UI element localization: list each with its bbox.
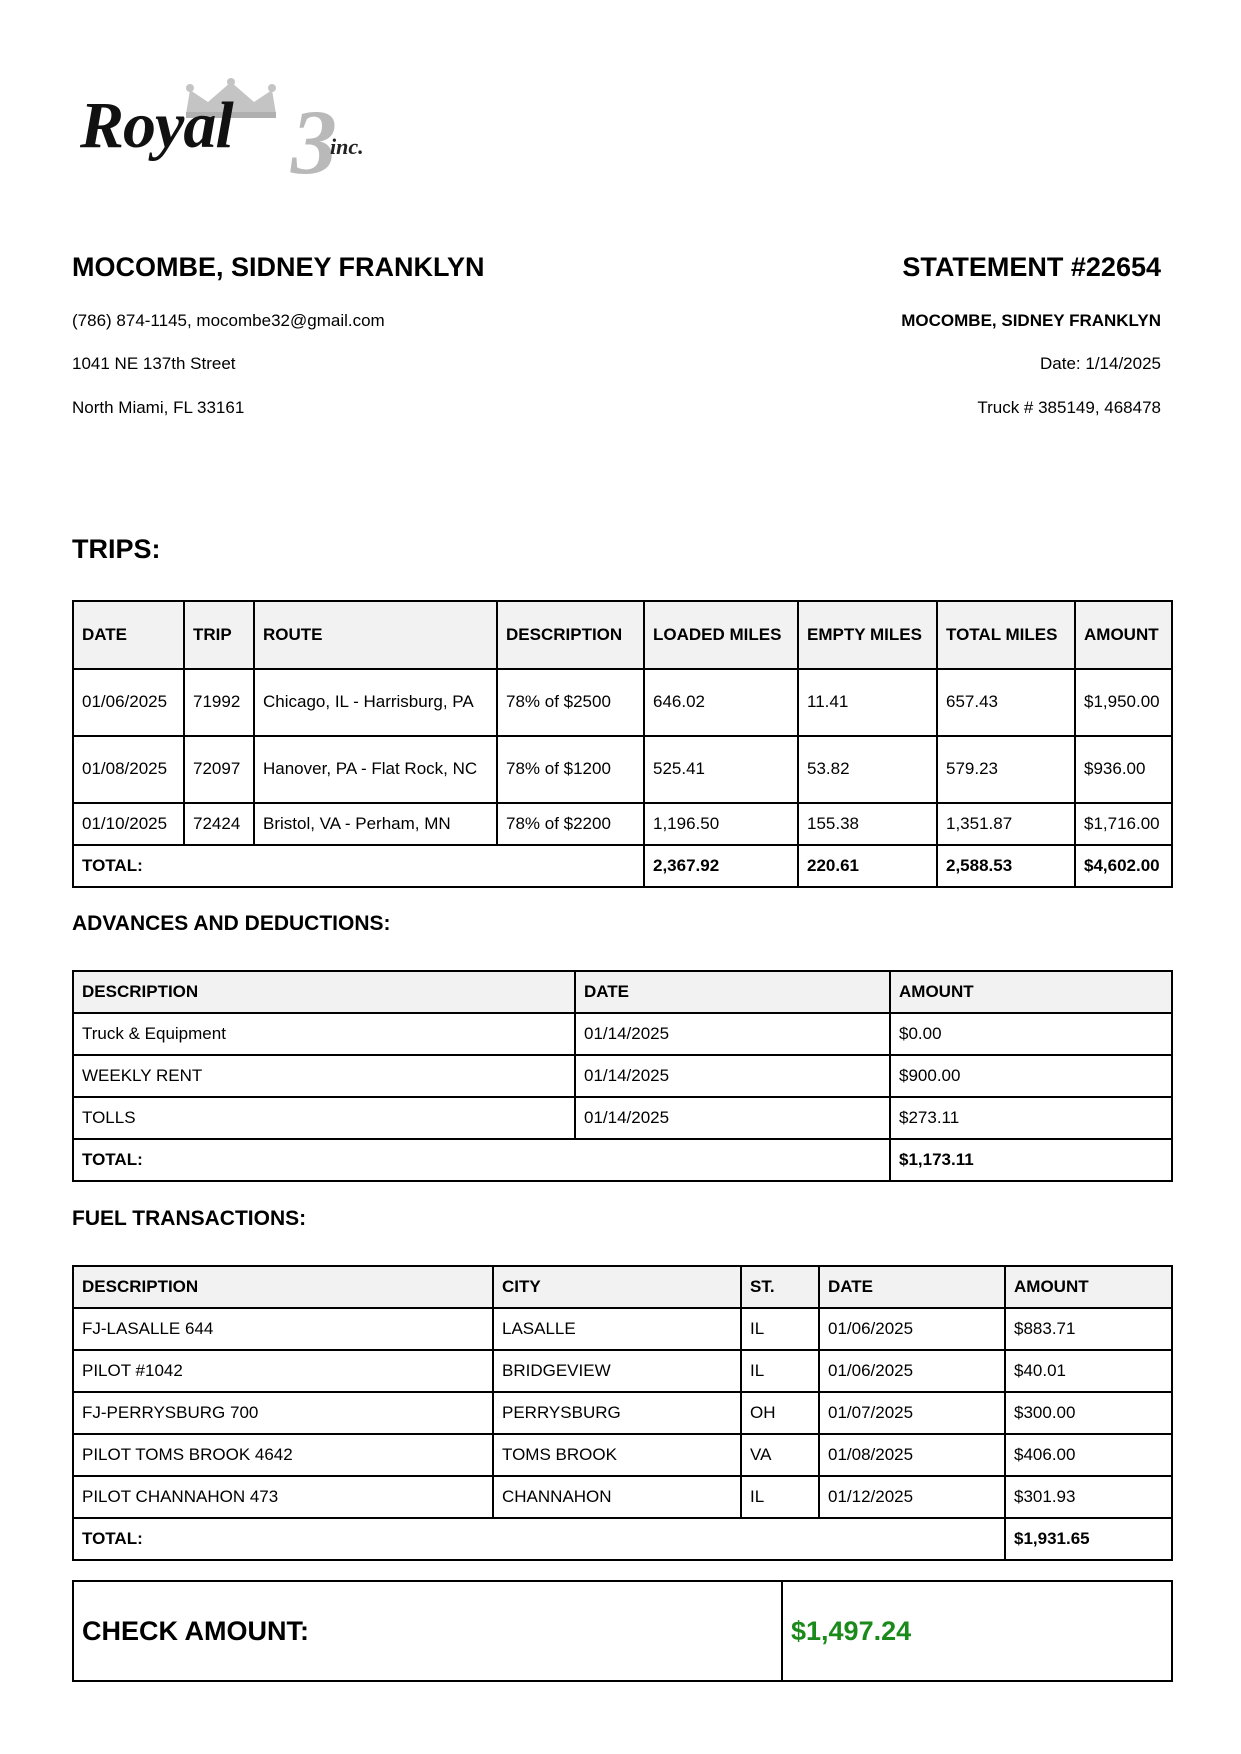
trip-empty-miles: 11.41 — [798, 669, 937, 736]
fuel-total-row — [73, 1518, 1172, 1560]
deductions-header-row — [73, 971, 1172, 1013]
trips-col-amount: AMOUNT — [1075, 601, 1172, 669]
deduction-amount: $900.00 — [890, 1055, 1172, 1097]
deductions-col-date: DATE — [575, 971, 890, 1013]
trip-empty-miles: 155.38 — [798, 803, 937, 845]
fuel-col-date: DATE — [819, 1266, 1005, 1308]
deductions-table — [72, 970, 1173, 1182]
trip-route: Chicago, IL - Harrisburg, PA — [254, 669, 497, 736]
deduction-date: 01/14/2025 — [575, 1055, 890, 1097]
trips-col-total-miles: TOTAL MILES — [937, 601, 1075, 669]
deduction-date: 01/14/2025 — [575, 1097, 890, 1139]
check-amount-value: $1,497.24 — [782, 1581, 1172, 1681]
trip-loaded-miles: 525.41 — [644, 736, 798, 803]
trip-total-miles: 1,351.87 — [937, 803, 1075, 845]
trip-number: 71992 — [184, 669, 254, 736]
fuel-table — [72, 1265, 1173, 1561]
trips-total-empty-miles: 220.61 — [798, 845, 937, 887]
fuel-state: IL — [741, 1476, 819, 1518]
trip-date: 01/06/2025 — [73, 669, 184, 736]
check-amount-box — [72, 1580, 1173, 1682]
trip-date: 01/10/2025 — [73, 803, 184, 845]
table-row — [73, 1434, 1172, 1476]
trip-empty-miles: 53.82 — [798, 736, 937, 803]
table-row — [73, 1055, 1172, 1097]
fuel-col-description: DESCRIPTION — [73, 1266, 493, 1308]
deductions-title: ADVANCES AND DEDUCTIONS: — [72, 912, 391, 935]
table-row — [73, 669, 1172, 736]
trips-col-loaded-miles: LOADED MILES — [644, 601, 798, 669]
fuel-date: 01/06/2025 — [819, 1350, 1005, 1392]
fuel-total-amount: $1,931.65 — [1005, 1518, 1172, 1560]
check-amount-label: CHECK AMOUNT: — [73, 1581, 782, 1681]
trip-description: 78% of $1200 — [497, 736, 644, 803]
trip-loaded-miles: 646.02 — [644, 669, 798, 736]
fuel-date: 01/07/2025 — [819, 1392, 1005, 1434]
fuel-date: 01/06/2025 — [819, 1308, 1005, 1350]
trips-table — [72, 600, 1173, 888]
table-row — [73, 1013, 1172, 1055]
driver-name-title: MOCOMBE, SIDNEY FRANKLYN — [72, 252, 485, 282]
fuel-city: CHANNAHON — [493, 1476, 741, 1518]
fuel-amount: $300.00 — [1005, 1392, 1172, 1434]
fuel-amount: $883.71 — [1005, 1308, 1172, 1350]
fuel-total-label: TOTAL: — [73, 1518, 1005, 1560]
trips-col-empty-miles: EMPTY MILES — [798, 601, 937, 669]
fuel-title: FUEL TRANSACTIONS: — [72, 1207, 307, 1230]
fuel-city: LASALLE — [493, 1308, 741, 1350]
deductions-col-description: DESCRIPTION — [73, 971, 575, 1013]
fuel-description: PILOT CHANNAHON 473 — [73, 1476, 493, 1518]
table-row — [73, 1097, 1172, 1139]
fuel-description: FJ-LASALLE 644 — [73, 1308, 493, 1350]
fuel-amount: $301.93 — [1005, 1476, 1172, 1518]
fuel-header-row — [73, 1266, 1172, 1308]
check-amount-row — [73, 1581, 1172, 1681]
trip-amount: $1,950.00 — [1075, 669, 1172, 736]
fuel-state: OH — [741, 1392, 819, 1434]
fuel-state: VA — [741, 1434, 819, 1476]
trip-number: 72097 — [184, 736, 254, 803]
trip-loaded-miles: 1,196.50 — [644, 803, 798, 845]
trips-total-miles: 2,588.53 — [937, 845, 1075, 887]
deductions-total-amount: $1,173.11 — [890, 1139, 1172, 1181]
fuel-date: 01/12/2025 — [819, 1476, 1005, 1518]
logo-inc-text: inc. — [330, 134, 364, 159]
trip-date: 01/08/2025 — [73, 736, 184, 803]
fuel-description: FJ-PERRYSBURG 700 — [73, 1392, 493, 1434]
driver-address-line1: 1041 NE 137th Street — [72, 354, 236, 373]
statement-date: Date: 1/14/2025 — [1040, 354, 1161, 373]
trip-route: Bristol, VA - Perham, MN — [254, 803, 497, 845]
trips-title: TRIPS: — [72, 534, 161, 564]
fuel-city: BRIDGEVIEW — [493, 1350, 741, 1392]
trip-amount: $1,716.00 — [1075, 803, 1172, 845]
fuel-city: TOMS BROOK — [493, 1434, 741, 1476]
fuel-state: IL — [741, 1350, 819, 1392]
deduction-amount: $0.00 — [890, 1013, 1172, 1055]
fuel-col-city: CITY — [493, 1266, 741, 1308]
deduction-description: WEEKLY RENT — [73, 1055, 575, 1097]
trip-total-miles: 579.23 — [937, 736, 1075, 803]
trips-col-route: ROUTE — [254, 601, 497, 669]
table-row — [73, 1392, 1172, 1434]
trips-col-description: DESCRIPTION — [497, 601, 644, 669]
driver-contact: (786) 874-1145, mocombe32@gmail.com — [72, 311, 385, 330]
fuel-date: 01/08/2025 — [819, 1434, 1005, 1476]
trips-total-label: TOTAL: — [73, 845, 644, 887]
trips-total-loaded-miles: 2,367.92 — [644, 845, 798, 887]
trip-description: 78% of $2200 — [497, 803, 644, 845]
trips-col-trip: TRIP — [184, 601, 254, 669]
deduction-description: Truck & Equipment — [73, 1013, 575, 1055]
trip-number: 72424 — [184, 803, 254, 845]
table-row — [73, 736, 1172, 803]
trips-col-date: DATE — [73, 601, 184, 669]
trip-route: Hanover, PA - Flat Rock, NC — [254, 736, 497, 803]
table-row — [73, 1350, 1172, 1392]
logo-three-text: 3 — [291, 91, 337, 193]
company-logo — [78, 78, 388, 193]
trip-total-miles: 657.43 — [937, 669, 1075, 736]
fuel-description: PILOT TOMS BROOK 4642 — [73, 1434, 493, 1476]
table-row — [73, 1308, 1172, 1350]
deductions-col-amount: AMOUNT — [890, 971, 1172, 1013]
deductions-total-label: TOTAL: — [73, 1139, 890, 1181]
trip-description: 78% of $2500 — [497, 669, 644, 736]
logo-royal-text: Royal — [80, 89, 233, 162]
truck-numbers: Truck # 385149, 468478 — [977, 398, 1161, 417]
statement-driver-name: MOCOMBE, SIDNEY FRANKLYN — [901, 311, 1161, 330]
deduction-amount: $273.11 — [890, 1097, 1172, 1139]
table-row — [73, 803, 1172, 845]
fuel-city: PERRYSBURG — [493, 1392, 741, 1434]
deductions-total-row — [73, 1139, 1172, 1181]
trips-total-row — [73, 845, 1172, 887]
fuel-col-state: ST. — [741, 1266, 819, 1308]
trip-amount: $936.00 — [1075, 736, 1172, 803]
deduction-date: 01/14/2025 — [575, 1013, 890, 1055]
trips-header-row — [73, 601, 1172, 669]
fuel-amount: $406.00 — [1005, 1434, 1172, 1476]
fuel-amount: $40.01 — [1005, 1350, 1172, 1392]
trips-total-amount: $4,602.00 — [1075, 845, 1172, 887]
statement-title: STATEMENT #22654 — [902, 252, 1161, 282]
table-row — [73, 1476, 1172, 1518]
fuel-col-amount: AMOUNT — [1005, 1266, 1172, 1308]
fuel-description: PILOT #1042 — [73, 1350, 493, 1392]
fuel-state: IL — [741, 1308, 819, 1350]
deduction-description: TOLLS — [73, 1097, 575, 1139]
driver-address-line2: North Miami, FL 33161 — [72, 398, 245, 417]
